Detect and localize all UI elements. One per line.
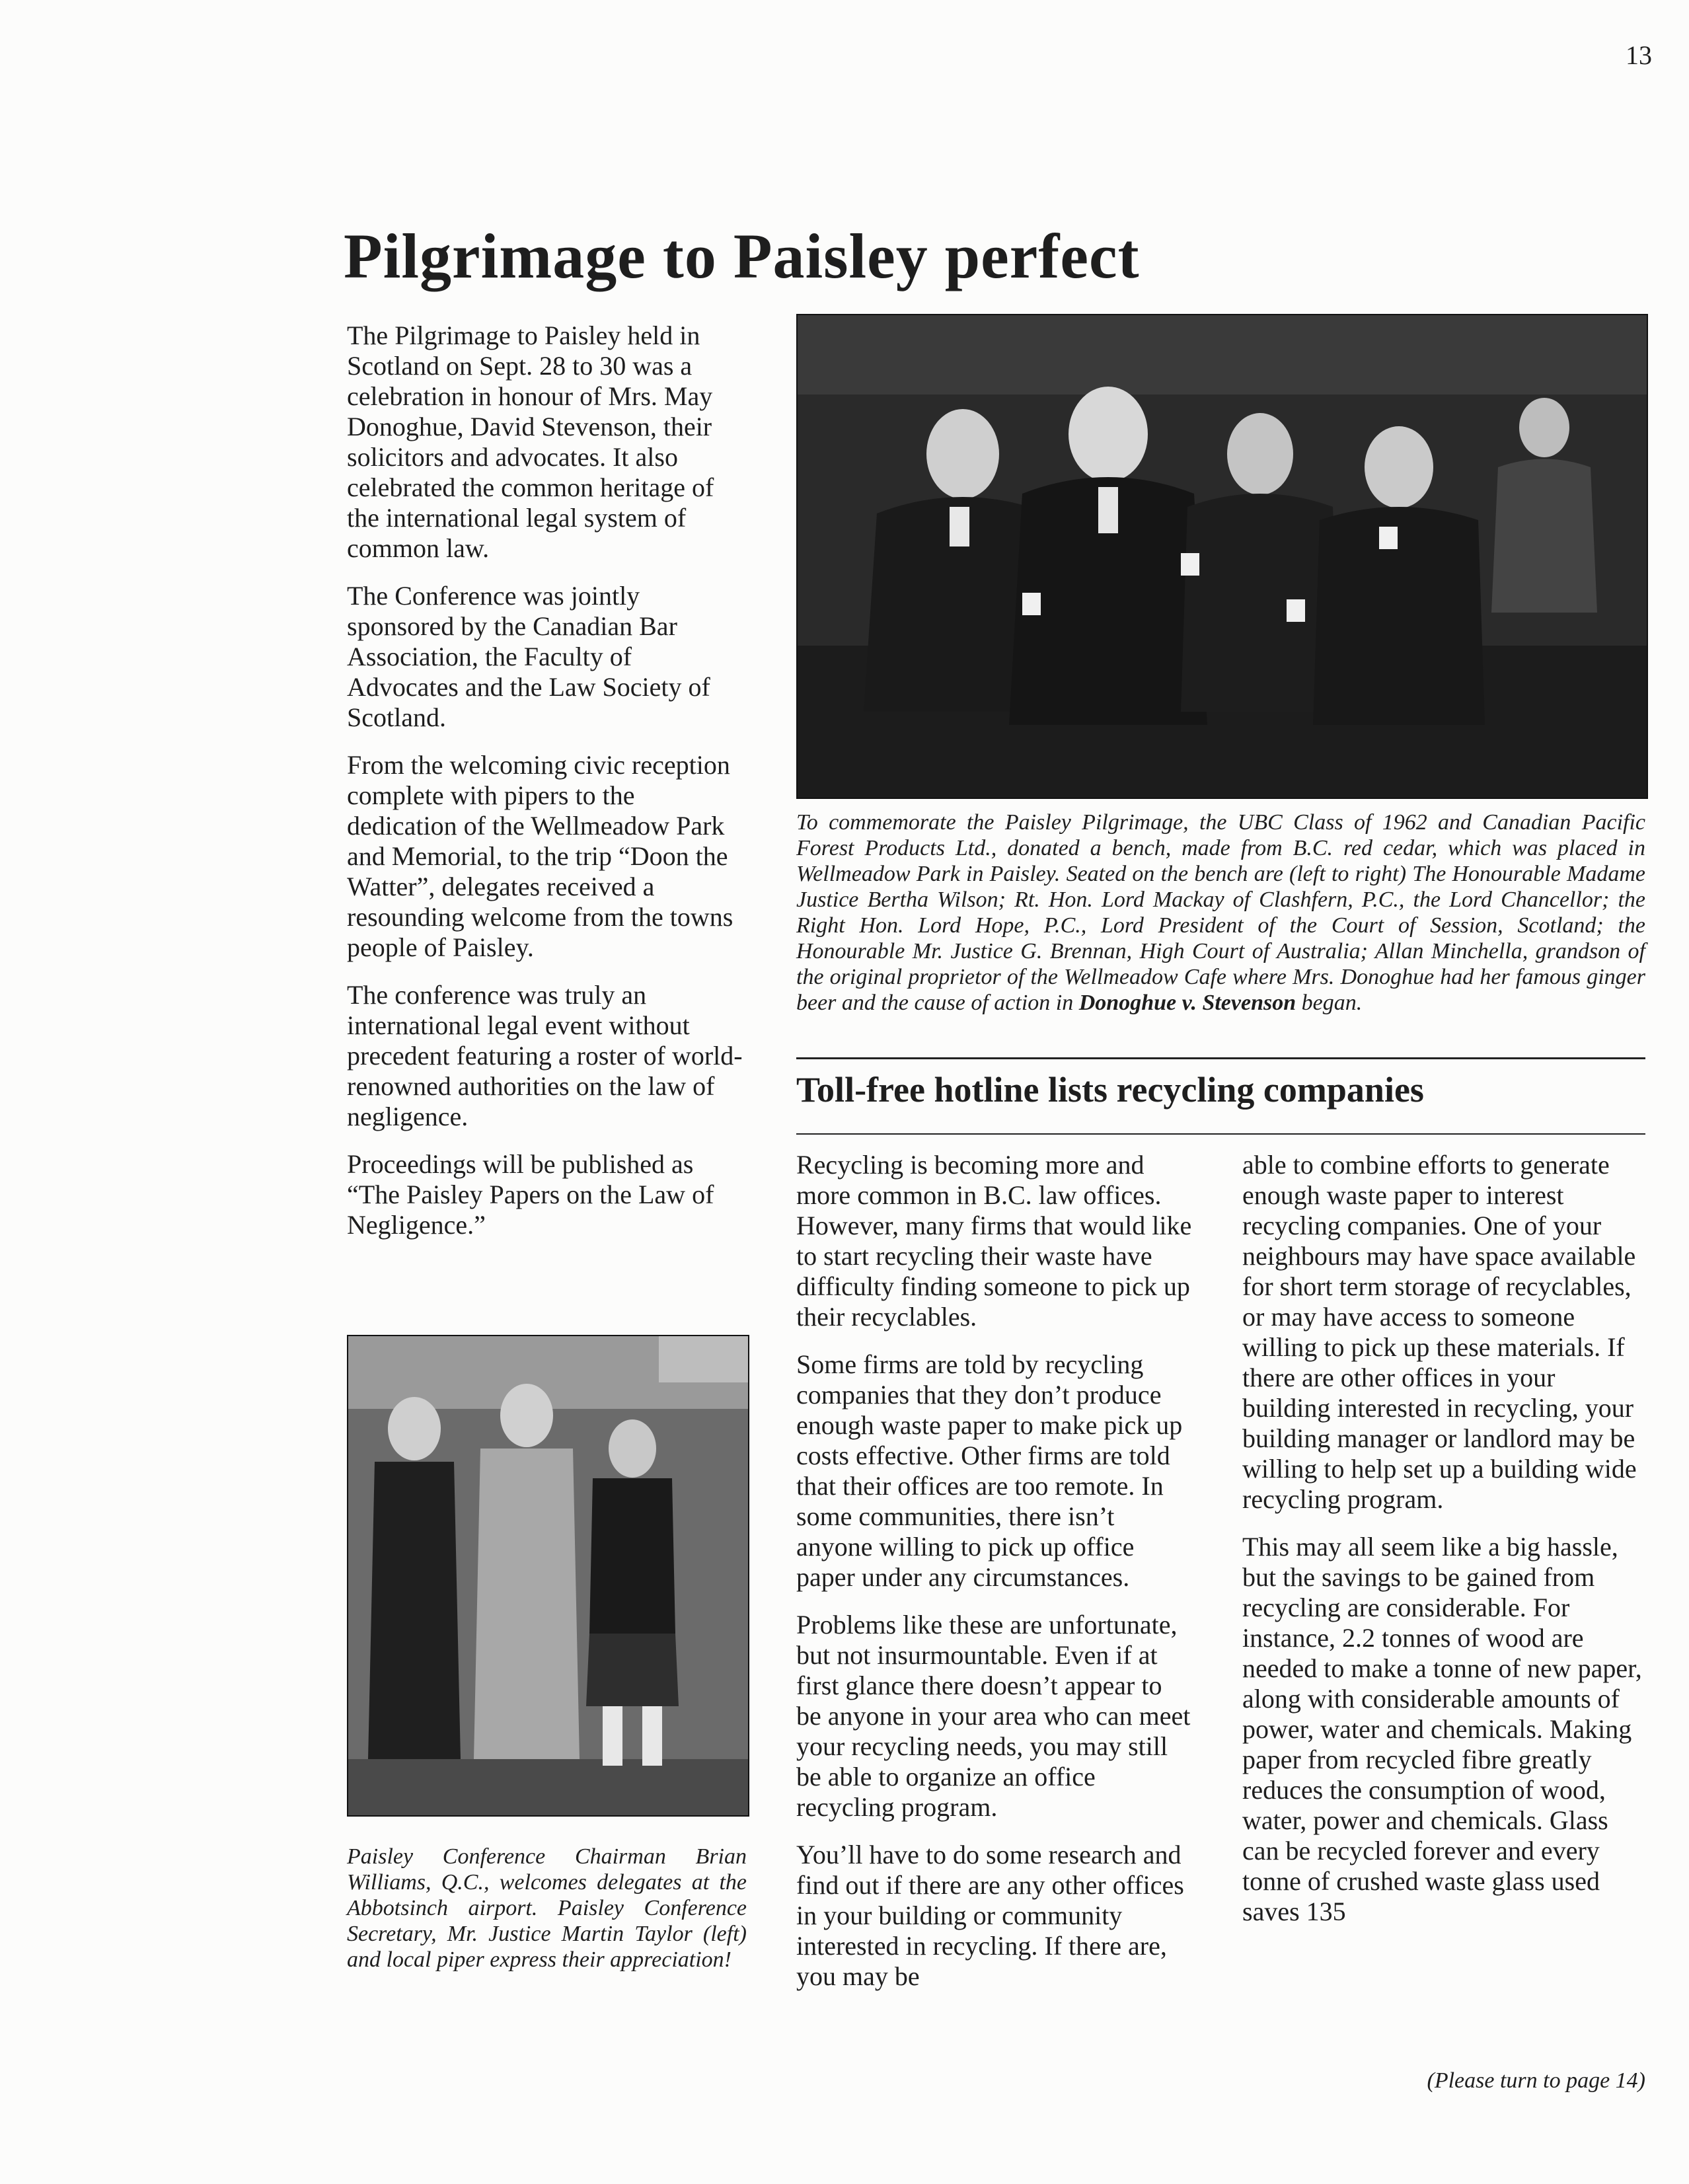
caption-ending: began. (1301, 991, 1363, 1015)
paragraph: Proceedings will be published as “The Paisley Papers on the Law of Negligence.” (347, 1149, 714, 1240)
page-number: 13 (1626, 40, 1652, 70)
case-name: Donoghue v. Stevenson (1078, 991, 1296, 1015)
continued-note: (Please turn to page 14) (1427, 2068, 1645, 2093)
caption-text: To commemorate the Paisley Pilgrimage, the UBC Class of 1962 and Canadian Pacific Forest Products Ltd., donated a bench, made from B.C. red cedar, which was placed in Wellmeadow Park in Paisley. Seated on the bench are (left to right) The Honourable Madame Justice Bertha Wilson; Rt. Hon. Lord Mackay of Clashfern, P.C., the Lord Chancellor; the Right Hon. Lord Hope, P.C., Lord President of the Court of Session, Scotland; the Honourable Mr. Justice G. Brennan, High Court of Australia; Allan Minchella, grandson of the original proprietor of the Wellmeadow Cafe where Mrs. Donoghue had her famous ginger beer and the cause of action in (796, 810, 1645, 1015)
article-right-column (1242, 1150, 1645, 1944)
paragraph: This may all seem like a big hassle, but the savings to be gained from recycling are considerable. For instance, 2.2 tonnes of wood are needed to make a tonne of new paper, along with considerable amounts of power, water and chemicals. Making paper from recycled fibre greatly reduces the consumption of wood, water, power and chemicals. Glass can be recycled forever and every tonne of crushed waste glass used saves 135 (1242, 1532, 1642, 1926)
photo-caption-bottom: Paisley Conference Chairman Brian Williams, Q.C., welcomes delegates at the Abbotsinch airport. Paisley Conference Secretary, Mr. Justice Martin Taylor (left) and local piper express their appreciation! (347, 1844, 747, 1972)
article-left-column (347, 320, 743, 1258)
paragraph: The Conference was jointly sponsored by the Canadian Bar Association, the Faculty of Advocates and the Law Society of Scotland. (347, 581, 710, 732)
paragraph: Some firms are told by recycling companies that they don’t produce enough waste paper to make pick up costs effective. Other firms are told that their offices are too remote. In some communities, there isn’t anyone willing to pick up office paper under any circumstances. (796, 1349, 1183, 1592)
paragraph: From the welcoming civic reception complete with pipers to the dedication of the Wellmeadow Park and Memorial, to the trip “Doon the Watter”, delegates received a resounding welcome from the towns people of Paisley. (347, 750, 733, 962)
section-divider (796, 1057, 1645, 1059)
paragraph: The Pilgrimage to Paisley held in Scotland on Sept. 28 to 30 was a celebration in honour of Mrs. May Donoghue, David Stevenson, their solicitors and advocates. It also celebrated the common heritage of the international legal system of common law. (347, 320, 714, 563)
article-middle-column (796, 1150, 1193, 2009)
section-divider (796, 1133, 1645, 1135)
paragraph: Recycling is becoming more and more common in B.C. law offices. However, many firms that would like to start recycling their waste have difficulty finding someone to pick up their recyclables. (796, 1150, 1192, 1332)
paragraph: You’ll have to do some research and find out if there are any other offices in your building or community interested in recycling. If there are, you may be (796, 1840, 1184, 1991)
paragraph: Problems like these are unfortunate, but not insurmountable. Even if at first glance there doesn’t appear to be anyone in your area who can meet your recycling needs, you may still be able to organize an office recycling program. (796, 1610, 1191, 1822)
airport-welcome-photo (347, 1335, 749, 1817)
page-title: Pilgrimage to Paisley perfect (344, 221, 1140, 291)
bench-dedication-photo (796, 314, 1648, 799)
photo-caption-top (796, 810, 1645, 1016)
paragraph: The conference was truly an international legal event without precedent featuring a roster of world-renowned authorities on the law of negligence. (347, 980, 743, 1131)
paragraph: able to combine efforts to generate enough waste paper to interest recycling companies. One of your neighbours may have space available for short term storage of recyclables, or may have access to someone willing to pick up these materials. If there are other offices in your building interested in recycling, your building manager or landlord may be willing to help set up a building wide recycling program. (1242, 1150, 1637, 1514)
section-title: Toll-free hotline lists recycling companies (796, 1070, 1424, 1110)
